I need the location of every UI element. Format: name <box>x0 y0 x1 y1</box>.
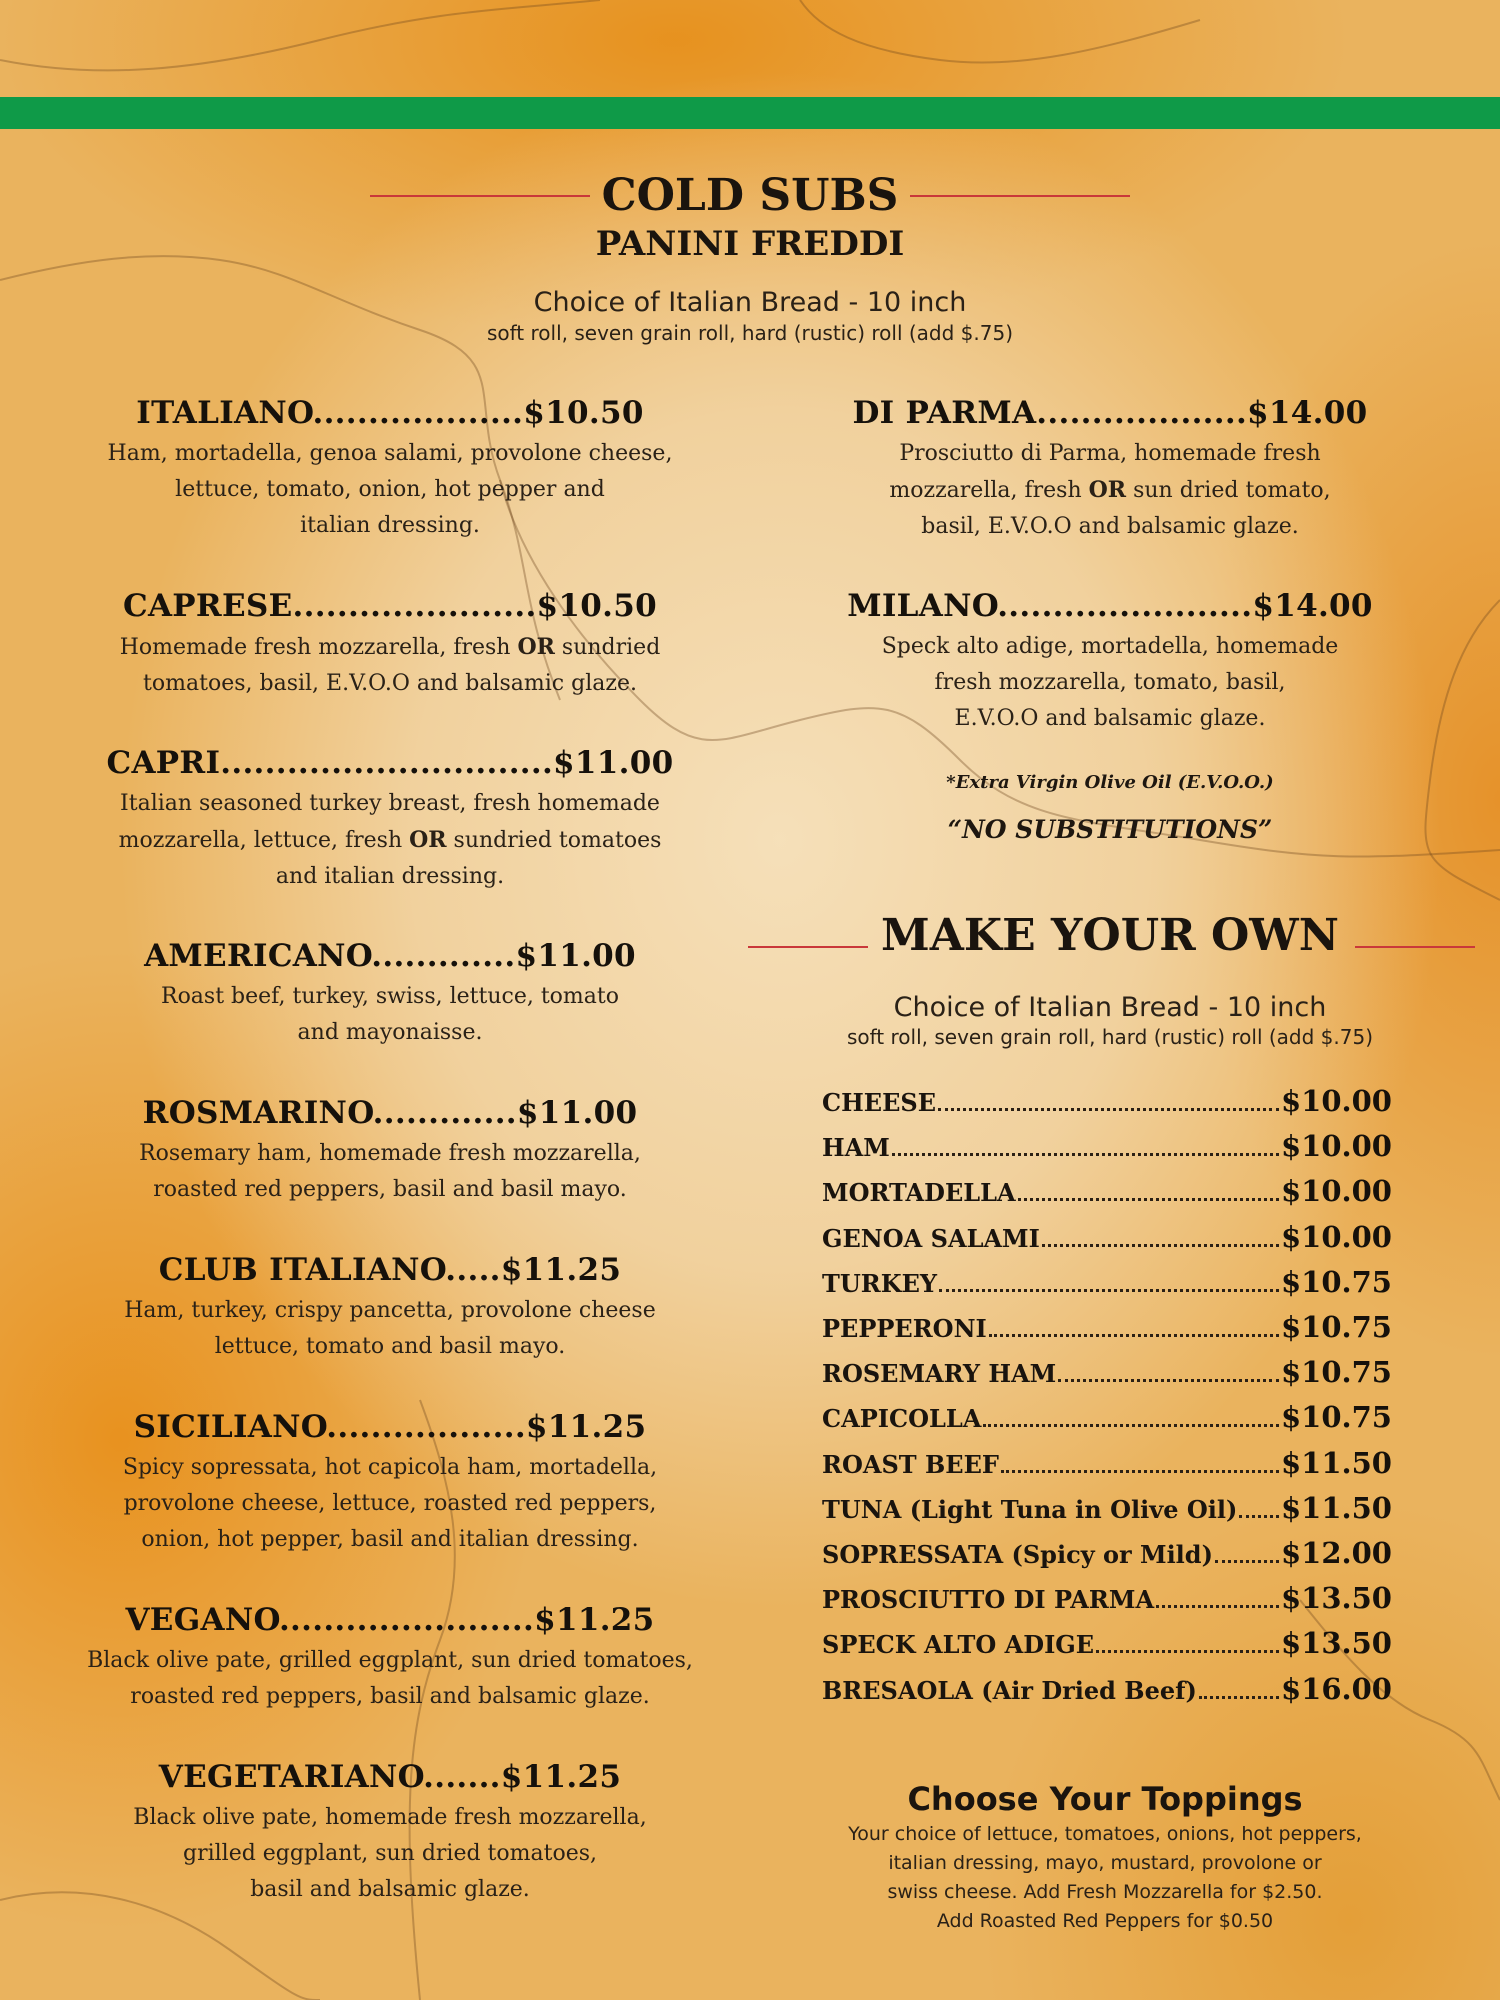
price-list-row <box>822 1491 1392 1531</box>
price-list-item-name: PEPPERONI <box>822 1314 987 1343</box>
item-desc-caprese: Homemade fresh mozzarella, fresh OR sundried tomatoes, basil, E.V.O.O and balsamic glaze. <box>119 634 661 696</box>
item-title-club-italiano: CLUB ITALIANO.....$11.25 <box>158 1252 622 1288</box>
price-list-item-name: PROSCIUTTO DI PARMA <box>822 1585 1155 1615</box>
make-own-bread-options: soft roll, seven grain roll, hard (rustic) roll (add $.75) <box>846 1025 1374 1049</box>
dotted-leader <box>1058 1378 1279 1382</box>
price-list-row <box>822 1174 1392 1214</box>
price-list-item-price: $10.75 <box>1281 1310 1392 1344</box>
make-own-rule-left <box>748 946 868 948</box>
section-title-cold-subs: COLD SUBS <box>601 170 899 221</box>
price-list-item-price: $11.50 <box>1281 1445 1392 1480</box>
section-title-make-your-own: MAKE YOUR OWN <box>881 910 1339 961</box>
price-list-item-price: $10.00 <box>1281 1174 1392 1209</box>
dotted-leader <box>938 1107 1279 1111</box>
item-title-di-parma: DI PARMA...................$14.00 <box>852 395 1368 431</box>
dotted-leader <box>1239 1514 1279 1518</box>
price-list-item-name: TURKEY <box>822 1268 938 1298</box>
item-title-caprese: CAPRESE......................$10.50 <box>122 588 658 624</box>
price-list-item-price: $12.00 <box>1281 1536 1392 1570</box>
price-list-item-name: HAM <box>822 1133 890 1163</box>
price-list-item-price: $10.00 <box>1281 1129 1392 1164</box>
dotted-leader <box>983 1423 1279 1427</box>
toppings-description: Your choice of lettuce, tomatoes, onions, hot peppers, italian dressing, mayo, mustard, provolone or swiss cheese. Add Fresh Mozzarella for $2.50. Add Roasted Red Peppers for $0.50 <box>848 1823 1362 1932</box>
dotted-leader <box>892 1152 1279 1156</box>
item-title-vegetariano: VEGETARIANO.......$11.25 <box>158 1759 622 1795</box>
item-desc-siciliano: Spicy sopressata, hot capicola ham, mortadella, provolone cheese, lettuce, roasted red peppers, onion, hot pepper, basil and italian dressing. <box>122 1455 658 1552</box>
price-list-row <box>822 1446 1392 1486</box>
make-own-bread-heading: Choice of Italian Bread - 10 inch <box>893 992 1327 1023</box>
item-title-capri: CAPRI..............................$11.00 <box>106 745 674 781</box>
dotted-leader <box>1018 1197 1279 1201</box>
price-list-item-price: $10.75 <box>1281 1355 1392 1390</box>
price-list-item-name: TUNA (Light Tuna in Olive Oil) <box>822 1494 1238 1524</box>
dotted-leader <box>1215 1559 1279 1563</box>
price-list-item-price: $10.00 <box>1281 1219 1392 1254</box>
bread-options: soft roll, seven grain roll, hard (rustic) roll (add $.75) <box>486 321 1014 345</box>
dotted-leader <box>1156 1604 1279 1608</box>
price-list-row <box>822 1355 1392 1395</box>
section-subtitle: PANINI FREDDI <box>595 224 905 264</box>
make-own-rule-right <box>1355 946 1475 948</box>
price-list-item-price: $11.50 <box>1281 1490 1392 1525</box>
item-desc-italiano: Ham, mortadella, genoa salami, provolone cheese, lettuce, tomato, onion, hot pepper and italian dressing. <box>107 441 673 538</box>
item-desc-di-parma: Prosciutto di Parma, homemade fresh mozzarella, fresh OR sun dried tomato, basil, E.V.O.O and balsamic glaze. <box>889 441 1331 539</box>
item-title-vegano: VEGANO.......................$11.25 <box>125 1602 655 1638</box>
dotted-leader <box>1096 1649 1279 1653</box>
price-list-row <box>822 1536 1392 1576</box>
dotted-leader <box>1001 1469 1279 1473</box>
price-list-row <box>822 1129 1392 1169</box>
price-list-item-name: ROAST BEEF <box>822 1449 999 1479</box>
price-list-item-name: MORTADELLA <box>822 1178 1016 1208</box>
green-accent-stripe <box>0 97 1500 129</box>
dotted-leader <box>1042 1243 1279 1247</box>
price-list-item-price: $10.75 <box>1281 1264 1392 1299</box>
item-desc-vegetariano: Black olive pate, homemade fresh mozzarella, grilled eggplant, sun dried tomatoes, basil and balsamic glaze. <box>133 1805 647 1902</box>
price-list-item-name: CAPICOLLA <box>822 1404 982 1434</box>
dotted-leader <box>939 1288 1279 1292</box>
item-desc-americano: Roast beef, turkey, swiss, lettuce, tomato and mayonaisse. <box>161 984 619 1045</box>
toppings-heading: Choose Your Toppings <box>907 1780 1303 1818</box>
price-list-row <box>822 1581 1392 1621</box>
price-list-item-name: CHEESE <box>822 1088 936 1117</box>
price-list-item-price: $13.50 <box>1281 1626 1392 1661</box>
price-list-row <box>822 1220 1392 1260</box>
price-list-item-price: $13.50 <box>1281 1581 1392 1616</box>
item-title-siciliano: SICILIANO..................$11.25 <box>133 1409 647 1445</box>
item-title-rosmarino: ROSMARINO.............$11.00 <box>142 1095 638 1131</box>
item-title-milano: MILANO.......................$14.00 <box>847 588 1373 624</box>
item-desc-club-italiano: Ham, turkey, crispy pancetta, provolone cheese lettuce, tomato and basil mayo. <box>124 1298 656 1359</box>
price-list-row <box>822 1310 1392 1350</box>
dotted-leader <box>1199 1695 1279 1699</box>
bread-choice-heading: Choice of Italian Bread - 10 inch <box>533 287 967 318</box>
no-substitutions-note: “NO SUBSTITUTIONS” <box>947 815 1273 844</box>
price-list-item-price: $10.00 <box>1281 1084 1392 1118</box>
price-list-item-name: SPECK ALTO ADIGE <box>822 1630 1095 1660</box>
item-desc-rosmarino: Rosemary ham, homemade fresh mozzarella, roasted red peppers, basil and basil mayo. <box>139 1141 641 1202</box>
price-list-item-name: BRESAOLA (Air Dried Beef) <box>822 1675 1197 1705</box>
item-title-italiano: ITALIANO...................$10.50 <box>136 395 644 431</box>
price-list-row <box>822 1084 1392 1124</box>
price-list-row <box>822 1400 1392 1440</box>
item-desc-capri: Italian seasoned turkey breast, fresh homemade mozzarella, lettuce, fresh OR sundried tomatoes and italian dressing. <box>118 791 662 889</box>
price-list-item-price: $16.00 <box>1281 1671 1392 1706</box>
price-list-row <box>822 1672 1392 1712</box>
dotted-leader <box>989 1333 1279 1337</box>
price-list-item-name: GENOA SALAMI <box>822 1223 1040 1253</box>
price-list-item-name: ROSEMARY HAM <box>822 1359 1057 1389</box>
price-list-item-name: SOPRESSATA (Spicy or Mild) <box>822 1540 1213 1569</box>
item-title-americano: AMERICANO.............$11.00 <box>144 938 636 974</box>
evoo-note: *Extra Virgin Olive Oil (E.V.O.O.) <box>946 772 1274 793</box>
item-desc-vegano: Black olive pate, grilled eggplant, sun dried tomatoes, roasted red peppers, basil and balsamic glaze. <box>87 1648 693 1709</box>
price-list-row <box>822 1626 1392 1666</box>
item-desc-milano: Speck alto adige, mortadella, homemade fresh mozzarella, tomato, basil, E.V.O.O and balsamic glaze. <box>881 634 1339 731</box>
price-list-item-price: $10.75 <box>1281 1400 1392 1435</box>
price-list-row <box>822 1265 1392 1305</box>
